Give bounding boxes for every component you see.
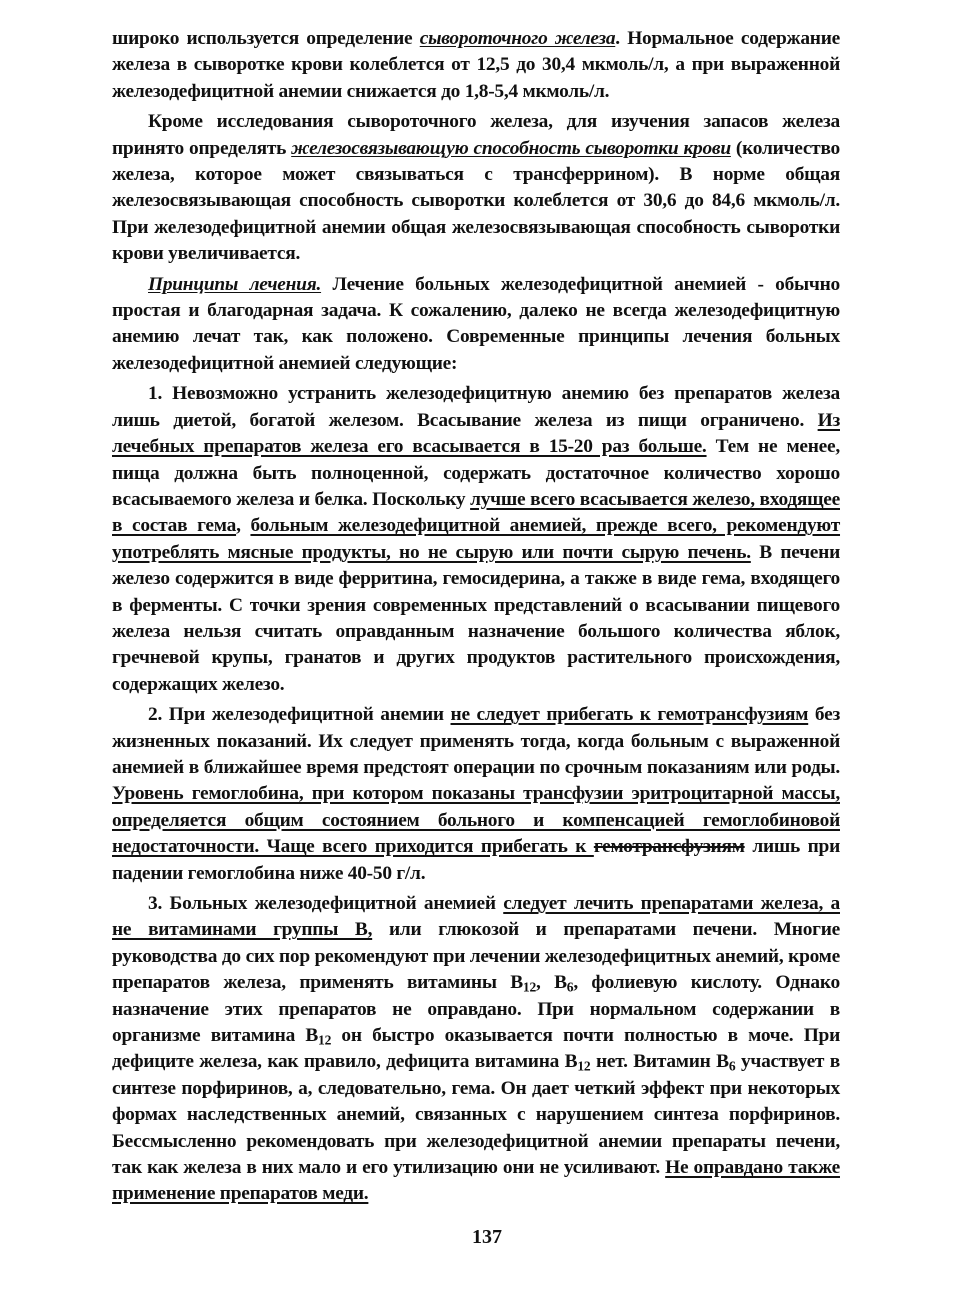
subscript: 12 <box>577 1058 591 1074</box>
text: Кроме исследования сывороточного железа, для изучения запасов железа принято определять <box>112 111 840 159</box>
page-number: 137 <box>472 1226 502 1248</box>
page-body <box>112 26 840 1212</box>
subscript: 12 <box>522 979 536 995</box>
text: участвует в синтезе порфиринов, а, следовательно, гема. Он дает четкий эффект при некоторых формах наследственных анемий, связанных с нарушением синтеза порфиринов. Бессмысленно рекомендовать при железодефицитной анемии препараты печени, так как железа в них мало и его утилизацию они не усиливают. <box>112 1051 840 1179</box>
term-serum-iron: сывороточного железа <box>419 28 616 49</box>
section-heading-treatment-principles: Принципы лечения. <box>148 273 322 295</box>
text: или глюкозой и препаратами печени. Многие руководства до сих пор рекомендуют при лечении железодефицитных анемий, кроме препаратов железа, применять витамины В <box>112 919 840 994</box>
text: 3. Больных железодефицитной анемией <box>148 893 504 914</box>
text: (количество железа, которое может связываться с трансферрином). В норме общая железосвязывающая способность сыворотки колеблется от 30,6 до 84,6 мкмоль/л. При железодефицитной анемии общая железосвязывающая способность сыворотки крови увеличивается. <box>112 137 840 265</box>
term-iron-binding-capacity: железосвязывающую способность сыворотки крови <box>291 137 731 159</box>
text: широко используется определение <box>112 28 420 49</box>
handwritten-underline: больным железодефицитной анемией, прежде всего, рекомендуют употреблять мясные продукты, но не сырую или почти сырую печень. <box>112 515 841 563</box>
handwritten-underline: лучше всего всасывается железо, входящее в состав гема <box>112 488 840 537</box>
handwritten-underline: следует лечить препаратами железа, а не витаминами группы В, <box>112 893 840 941</box>
subscript: 6 <box>728 1058 736 1074</box>
text: Тем не менее, пища должна быть полноценной, содержать достаточное количество хорошо всасываемого железа и белка. Поскольку <box>112 436 840 510</box>
handwritten-underline: не следует прибегать к гемотрансфузиям <box>450 704 809 726</box>
text: нет. Витамин В <box>590 1051 729 1073</box>
text: В печени железо содержится в виде ферритина, гемосидерина, а также в виде гема, входящего в ферменты. С точки зрения современных представлений о всасывании пищевого железа нельзя считать оправданным назначение большого количества яблок, гречневой крупы, гранатов и других продуктов растительного происхождения, содержащих железо. <box>112 541 840 695</box>
handwritten-underline: Уровень гемоглобина, при котором показаны трансфузии эритроцитарной массы, определяется общим состоянием больного и компенсацией гемоглобиновой недостаточности. Чаще всего приходится прибегать к <box>112 783 840 858</box>
paragraph-principle-1 <box>112 381 840 698</box>
handwritten-strikethrough: гемотрансфузиям <box>593 836 745 858</box>
text: . Нормальное содержание железа в сыворотке крови колеблется от 12,5 до 30,4 мкмоль/л, а при выраженной железодефицитной анемии снижается до 1,8-5,4 мкмоль/л. <box>112 28 840 102</box>
paragraph-principle-3 <box>112 891 840 1208</box>
text: , В <box>536 972 567 994</box>
subscript: 6 <box>566 979 574 995</box>
paragraph-iron-binding-capacity <box>112 109 840 267</box>
paragraph-serum-iron <box>112 26 840 105</box>
handwritten-underline: Из лечебных препаратов железа его всасывается в 15-20 раз больше. <box>112 409 840 458</box>
handwritten-underline: Не оправдано также применение препаратов меди. <box>112 1157 840 1205</box>
text: Лечение больных железодефицитной анемией - обычно простая и благодарная задача. К сожалению, далеко не всегда железодефицитную анемию лечат так, как положено. Современные принципы лечения больных железодефицитной анемией следующие: <box>112 273 840 374</box>
paragraph-principle-2 <box>112 702 840 887</box>
text: он быстро оказывается почти полностью в моче. При дефиците железа, как правило, дефицита витамина В <box>112 1025 840 1073</box>
text: 2. При железодефицитной анемии <box>148 704 451 726</box>
text: , <box>236 515 251 537</box>
text: без жизненных показаний. Их следует применять тогда, когда больным с выраженной анемией в ближайшее время предстоят операции по срочным показаниям или роды. <box>112 704 840 778</box>
text: лишь при падении гемоглобина ниже 40-50 г/л. <box>112 836 841 884</box>
text: 1. Невозможно устранить железодефицитную анемию без препаратов железа лишь диетой, богатой железом. Всасывание железа из пищи ограничено. <box>112 383 840 431</box>
subscript: 12 <box>318 1032 332 1048</box>
text: , фолиевую кислоту. Однако назначение этих препаратов не оправдано. При нормальном содержании в организме витамина В <box>112 972 840 1047</box>
paragraph-treatment-principles <box>112 272 840 378</box>
